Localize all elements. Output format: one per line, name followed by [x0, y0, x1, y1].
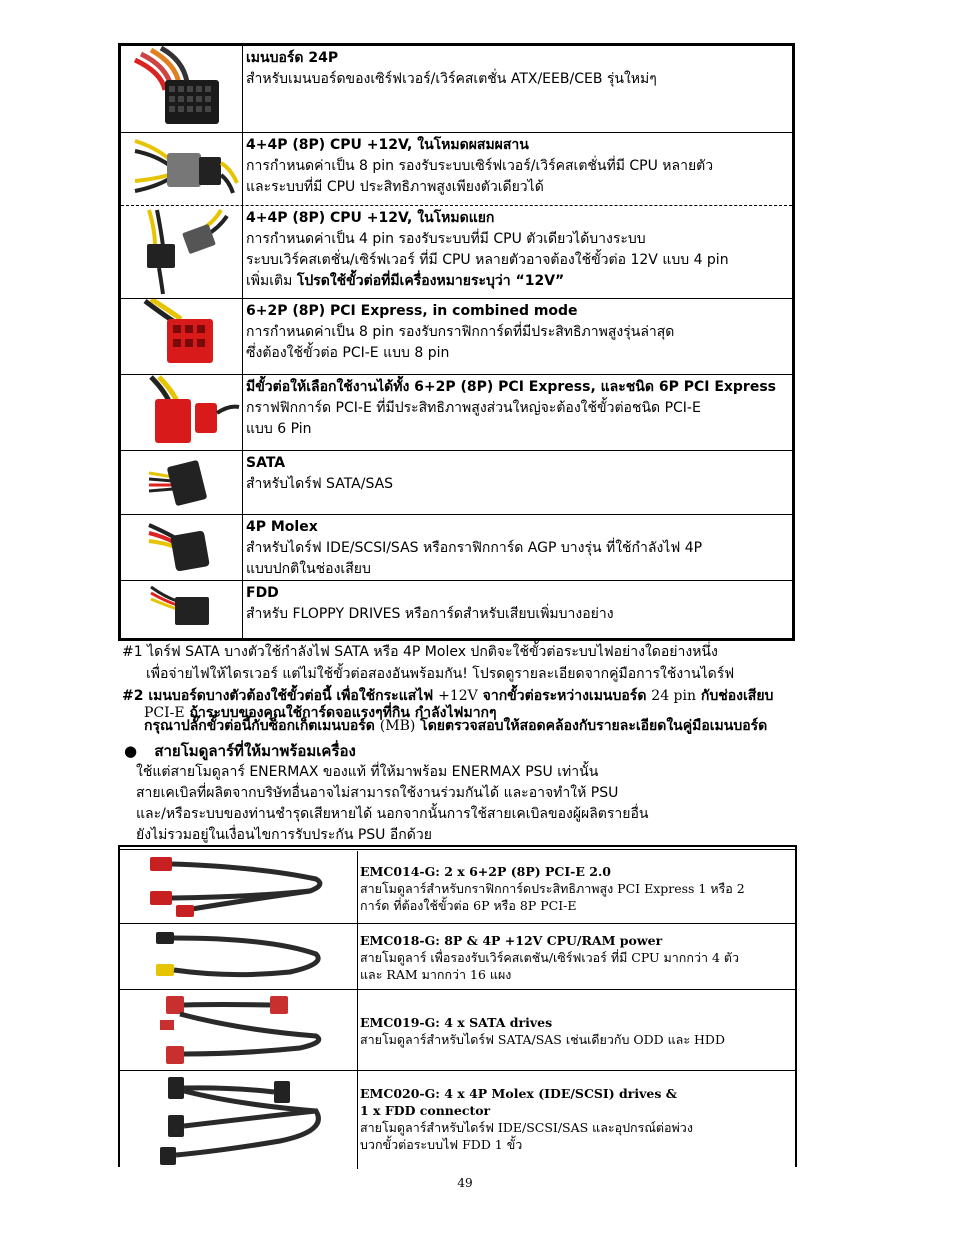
cable-title: EMC014-G: 2 x 6+2P (8P) PCI-E 2.0: [360, 864, 611, 879]
connector-description: FDD สำหรับ FLOPPY DRIVES หรือการ์ดสำหรับเสียบเพิ่มบางอย่าง: [246, 583, 788, 625]
connector-row: [121, 133, 792, 206]
connector-description: เมนบอร์ด 24P สำหรับเมนบอร์ดของเซิร์ฟเวอร์/เวิร์คสเตชั่น ATX/EEB/CEB รุ่นใหม่ๆ: [246, 48, 788, 90]
connector-title: 4P Molex: [246, 519, 318, 535]
cable-title: EMC018-G: 8P & 4P +12V CPU/RAM power: [360, 933, 663, 948]
connector-row: [121, 299, 792, 375]
connector-description: มีขั้วต่อให้เลือกใช้งานได้ทั้ง 6+2P (8P) PCI Express, และชนิด 6P PCI Express กราฟฟิกการ์ด PCI-E ที่มีประสิทธิภาพสูงส่วนใหญ่จะต้องใช้ขั้วต่อชนิด PCI-E แบบ 6 Pin: [246, 377, 788, 440]
cable-title: EMC019-G: 4 x SATA drives: [360, 1015, 553, 1030]
connector-title: 4+4P (8P) CPU +12V, ในโหมดแยก: [246, 210, 495, 226]
connector-title: เมนบอร์ด 24P: [246, 50, 339, 66]
section-heading: ● สายโมดูลาร์ที่ให้มาพร้อมเครื่อง: [124, 742, 356, 760]
connector-description: SATA สำหรับไดร์ฟ SATA/SAS: [246, 453, 788, 495]
cable-description: EMC019-G: 4 x SATA drives สายโมดูลาร์สำหรับไดร์ฟ SATA/SAS เช่นเดียวกับ ODD และ HDD: [360, 1014, 791, 1048]
cable-row: [120, 990, 795, 1071]
connector-row: [121, 451, 792, 515]
molex-fdd-cable-icon: [120, 1071, 356, 1169]
cable-table: [118, 845, 797, 1167]
connector-title: 6+2P (8P) PCI Express, in combined mode: [246, 303, 578, 319]
connector-description: 4+4P (8P) CPU +12V, ในโหมดแยก การกำหนดค่าเป็น 4 pin รองรับระบบที่มี CPU ตัวเดียวได้บางระบบ ระบบเวิร์คสเตชั่น/เซิร์ฟเวอร์ ที่มี CPU หลายตัวอาจต้องใช้ขั้วต่อ 12V แบบ 4 pin เพิ่มเติม โปรดใช้ขั้วต่อที่มีเครื่องหมายระบุว่า “12V”: [246, 208, 788, 292]
connector-description: 6+2P (8P) PCI Express, in combined mode การกำหนดค่าเป็น 8 pin รองรับกราฟิกการ์ดที่มีประสิทธิภาพสูงรุ่นล่าสุด ซึ่งต้องใช้ขั้วต่อ PCI-E แบบ 8 pin: [246, 301, 788, 364]
cable-description: EMC020-G: 4 x 4P Molex (IDE/SCSI) drives & 1 x FDD connector สายโมดูลาร์สำหรับไดร์ฟ IDE/SCSI/SAS และอุปกรณ์ต่อพ่วง บวกขั้วต่อระบบไฟ FDD 1 ขั้ว: [360, 1085, 791, 1153]
pcie-cable-icon: [120, 851, 356, 923]
section-body: ใช้แต่สายโมดูลาร์ ENERMAX ของแท้ ที่ให้มาพร้อม ENERMAX PSU เท่านั้น สายเคเบิลที่ผลิตจากบริษัทอื่นอาจไม่สามารถใช้งานร่วมกันได้ และอาจทำให้ PSU และ/หรือระบบของท่านชำรุดเสียหายได้ นอกจากนั้นการใช้สายเคเบิลของผู้ผลิตรายอื่น ยังไม่รวมอยู่ในเงื่อนไขการรับประกัน PSU อีกด้วย: [136, 764, 649, 843]
note-1: #1 ไดร์ฟ SATA บางตัวใช้กำลังไฟ SATA หรือ 4P Molex ปกติจะใช้ขั้วต่อระบบไฟอย่างใดอย่างหนึ่ง เพื่อจ่ายไฟให้ไดรเวอร์ แต่ไม่ใช้ขั้วต่อสองอันพร้อมกัน! โปรดดูรายละเอียดจากคู่มือการใช้งานไดร์ฟ: [122, 644, 735, 682]
cable-description: EMC018-G: 8P & 4P +12V CPU/RAM power สายโมดูลาร์ เพื่อรองรับเวิร์คสเตชัน/เซิร์ฟเวอร์ ที่มี CPU มากกว่า 4 ตัว และ RAM มากกว่า 16 แผง: [360, 932, 791, 983]
molex-4p-connector-icon: [121, 515, 243, 580]
connector-title: SATA: [246, 455, 286, 471]
cpu-8p-combined-connector-icon: [121, 133, 243, 205]
connector-row: [121, 206, 792, 299]
cable-row: [120, 1071, 795, 1169]
connector-table: [118, 43, 795, 641]
connector-row: [121, 581, 792, 641]
pcie-6p-connector-icon: [121, 375, 243, 450]
mb-24p-connector-icon: [121, 46, 243, 132]
cpu-ram-cable-icon: [120, 924, 356, 989]
page-number: 49: [457, 1176, 473, 1190]
cpu-4p-split-connector-icon: [121, 206, 243, 298]
cable-row: [120, 851, 795, 924]
bullet: ●: [124, 742, 138, 760]
connector-description: 4+4P (8P) CPU +12V, ในโหมดผสมผสาน การกำหนดค่าเป็น 8 pin รองรับระบบเซิร์ฟเวอร์/เวิร์คสเตชั่นที่มี CPU หลายตัว และระบบที่มี CPU ประสิทธิภาพสูงเพียงตัวเดียวได้: [246, 135, 788, 198]
connector-description: 4P Molex สำหรับไดร์ฟ IDE/SCSI/SAS หรือกราฟิกการ์ด AGP บางรุ่น ที่ใช้กำลังไฟ 4P แบบปกติในช่องเสียบ: [246, 517, 788, 580]
cable-row: [120, 924, 795, 990]
connector-row: [121, 375, 792, 451]
connector-row: [121, 515, 792, 581]
connector-title: มีขั้วต่อให้เลือกใช้งานได้ทั้ง 6+2P (8P) PCI Express, และชนิด 6P PCI Express: [246, 379, 776, 395]
sata-cable-icon: [120, 990, 356, 1070]
cable-title: EMC020-G: 4 x 4P Molex (IDE/SCSI) drives &: [360, 1086, 677, 1101]
sata-connector-icon: [121, 451, 243, 514]
pcie-8p-connector-icon: [121, 299, 243, 374]
connector-row: [121, 46, 792, 133]
note-2: #2 เมนบอร์ดบางตัวต้องใช้ขั้วต่อนี้ เพื่อใช้กระแสไฟ +12V จากขั้วต่อระหว่างเมนบอร์ด 24 pin กับช่องเสียบ PCI-E ถ้าระบบของคุณใช้การ์ดจอแรงๆที่กิน กำลังไฟมากๆ กรุณาปลั๊กขั้วต่อนี้กับซ็อกเก็ตเมนบอร์ด (MB) โดยตรวจสอบให้สอดคล้องกับรายละเอียดในคู่มือเมนบอร์ด: [122, 688, 774, 734]
cable-description: EMC014-G: 2 x 6+2P (8P) PCI-E 2.0 สายโมดูลาร์สำหรับกราฟิกการ์ดประสิทธิภาพสูง PCI Express 1 หรือ 2 การ์ด ที่ต้องใช้ขั้วต่อ 6P หรือ 8P PCI-E: [360, 863, 791, 914]
connector-title: FDD: [246, 585, 279, 601]
connector-title: 4+4P (8P) CPU +12V, ในโหมดผสมผสาน: [246, 137, 529, 153]
fdd-connector-icon: [121, 581, 243, 640]
